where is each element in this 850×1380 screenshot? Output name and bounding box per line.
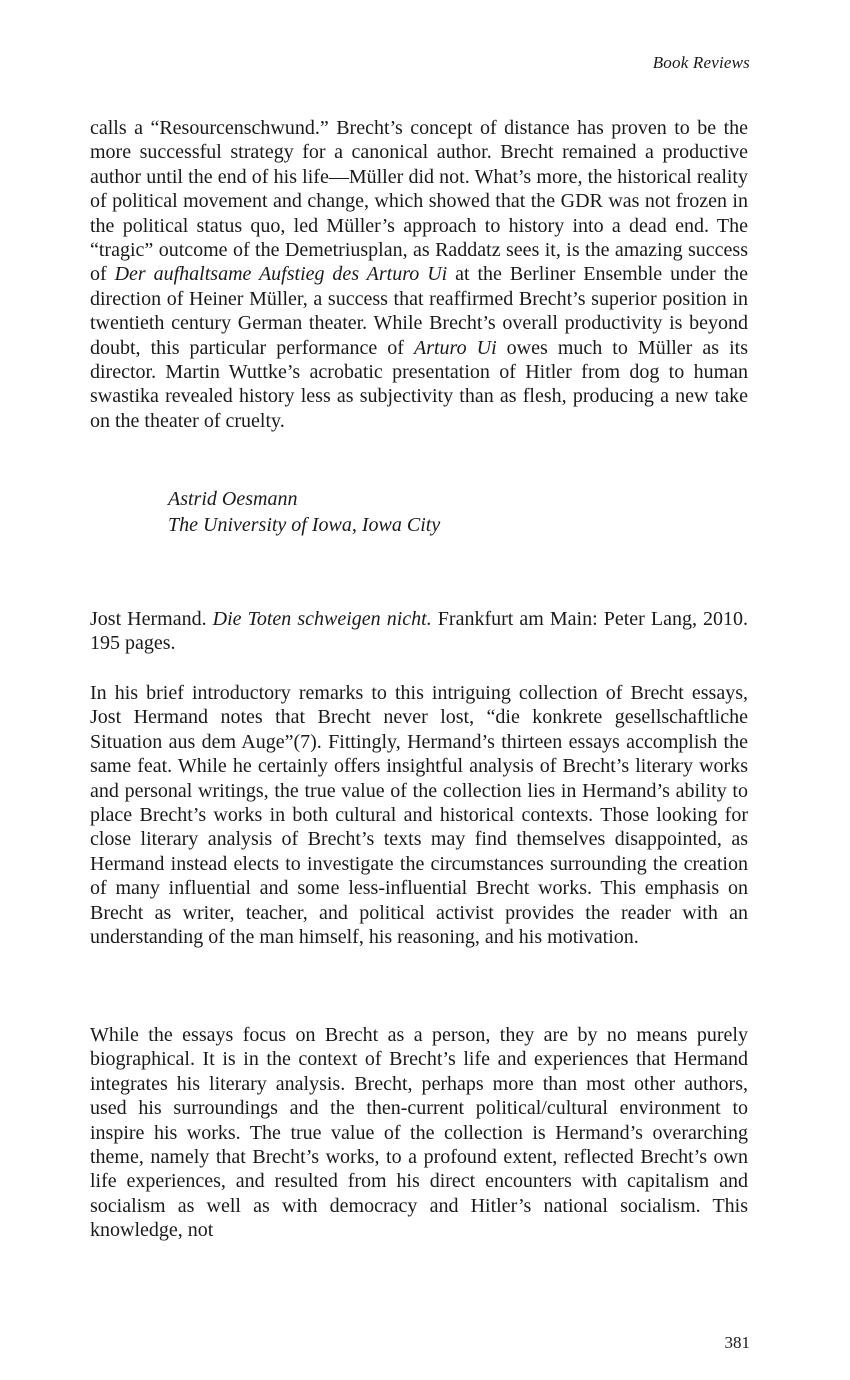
reviewer-name: Astrid Oesmann xyxy=(168,488,298,510)
page-number: 381 xyxy=(724,1333,750,1352)
book-publication-info: Frankfurt am Main: Peter Lang, 2010. 195 pages. xyxy=(90,608,748,655)
review-paragraph: In his brief introductory remarks to this intriguing collection of Brecht essays, Jost Hermand notes that Brecht never lost, “die konkrete gesellschaftliche Situation aus dem Auge”(7). Fittingly, Hermand’s thirteen essays accomplish the same feat. While he certainly offers insightful analysis of Brecht’s literary works and personal writings, the true value of the collection lies in Hermand’s ability to place Brecht’s works in both cultural and historical contexts. Those looking for close literary analysis of Brecht’s texts may find themselves disappointed, as Hermand instead elects to investigate the circumstances surrounding the creation of many influential and some less-influential Brecht works. This emphasis on Brecht as writer, teacher, and political activist provides the reader with an understanding of the man himself, his reasoning, and his motivation. xyxy=(90,682,748,949)
reviewer-signature xyxy=(168,486,440,538)
play-title: Arturo Ui xyxy=(414,336,497,359)
book-title: Die Toten schweigen nicht. xyxy=(212,608,432,630)
paragraph: calls a “Resourcenschwund.” Brecht’s concept of distance has proven to be the more successful strategy for a canonical author. Brecht remained a productive author until the end of his life—Müller did not. What’s more, the historical reality of political movement and change, which showed that the GDR was not frozen in the political status quo, led Müller’s approach to history into a dead end. The “tragic” outcome of the Demetriusplan, as Raddatz sees it, is the amazing success of Der aufhaltsame Aufstieg des Arturo Ui at the Berliner Ensemble under the direction of Heiner Müller, a success that reaffirmed Brecht’s superior position in twentieth century German theater. While Brecht’s overall productivity is beyond doubt, this particular performance of Arturo Ui owes much to Müller as its director. Martin Wuttke’s acrobatic presentation of Hitler from dog to human swastika revealed history less as subjectivity than as flesh, producing a new take on the theater of cruelty. xyxy=(90,117,748,432)
reviewer-affiliation: The University of Iowa, Iowa City xyxy=(168,514,441,536)
play-title: Der aufhaltsame Aufstieg des Arturo Ui xyxy=(114,263,448,286)
running-header: Book Reviews xyxy=(652,53,750,72)
book-author: Jost Hermand. xyxy=(90,608,213,630)
review-closing-paragraph xyxy=(90,116,748,433)
review-paragraph: While the essays focus on Brecht as a person, they are by no means purely biographical. It is in the context of Brecht’s life and experiences that Hermand integrates his literary analysis. Brecht, perhaps more than most other authors, used his surroundings and the then-current political/cultural environment to inspire his works. The true value of the collection is Hermand’s overarching theme, namely that Brecht’s works, to a profound extent, reflected Brecht’s own life experiences, and resulted from his direct encounters with capitalism and socialism as well as with democracy and Hitler’s national socialism. This knowledge, not xyxy=(90,1024,748,1242)
book-citation xyxy=(90,607,748,656)
